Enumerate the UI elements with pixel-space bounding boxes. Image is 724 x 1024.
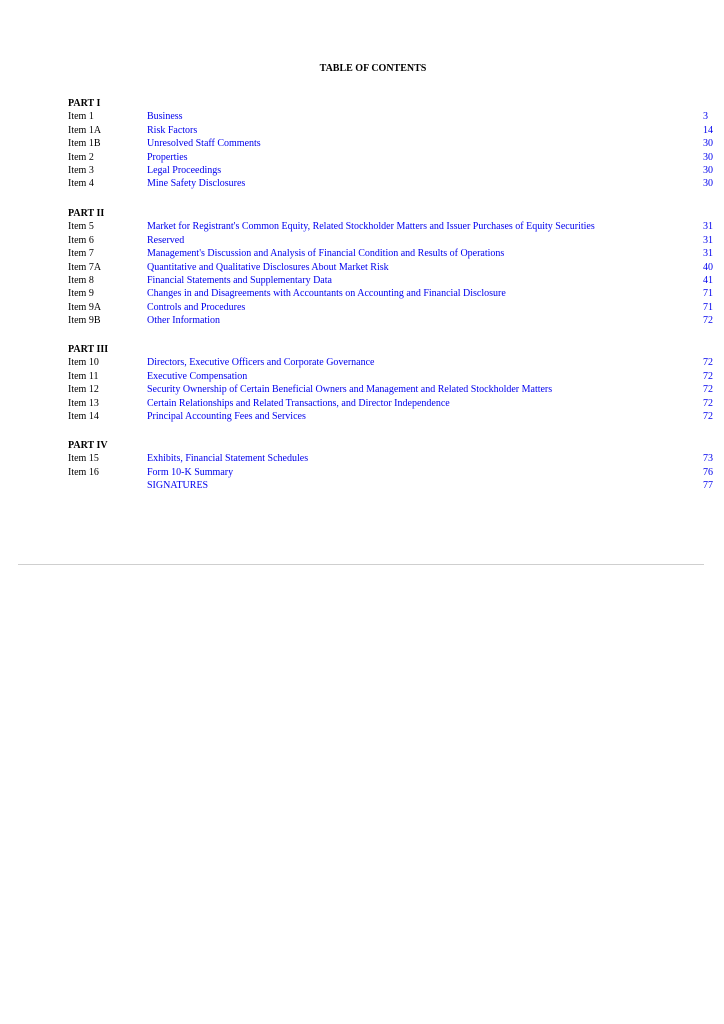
item-label: Item 9B (68, 315, 101, 327)
toc-link-security-ownership[interactable]: Security Ownership of Certain Beneficial Owners and Management and Related Stockholder Matters (147, 384, 553, 396)
page-number-link[interactable]: 3 (703, 111, 708, 123)
page-number-link[interactable]: 76 (703, 466, 713, 478)
page-number-link[interactable]: 72 (703, 397, 713, 409)
page-number-link[interactable]: 72 (703, 410, 713, 422)
part-heading: PART III (68, 344, 109, 355)
page-number-link[interactable]: 30 (703, 138, 713, 150)
toc-link-accounting-fees[interactable]: Principal Accounting Fees and Services (147, 410, 306, 422)
toc-link-controls-and-procedures[interactable]: Controls and Procedures (147, 301, 246, 313)
toc-link-properties[interactable]: Properties (147, 151, 188, 163)
page-number-link[interactable]: 30 (703, 151, 713, 163)
toc-link-unresolved-staff-comments[interactable]: Unresolved Staff Comments (147, 138, 261, 150)
toc-row (68, 164, 724, 177)
toc-row (68, 124, 724, 137)
part-3-section (68, 343, 724, 423)
item-label: Item 10 (68, 357, 99, 369)
item-label: Item 9A (68, 301, 102, 313)
item-label: Item 6 (68, 234, 94, 246)
item-label: Item 3 (68, 164, 94, 176)
toc-link-risk-factors[interactable]: Risk Factors (147, 124, 198, 136)
toc-link-market-for-equity[interactable]: Market for Registrant's Common Equity, Related Stockholder Matters and Issuer Purchases of Equity Securities (147, 221, 595, 233)
toc-link-changes-with-accountants[interactable]: Changes in and Disagreements with Accountants on Accounting and Financial Disclosure (147, 288, 506, 300)
toc-link-directors[interactable]: Directors, Executive Officers and Corporate Governance (147, 357, 375, 369)
item-label: Item 2 (68, 151, 94, 163)
part-4-section (68, 439, 724, 493)
toc-row (68, 287, 724, 300)
toc-row (68, 261, 724, 274)
page-number-link[interactable]: 77 (703, 480, 713, 492)
page-number-link[interactable]: 72 (703, 384, 713, 396)
toc-link-market-risk[interactable]: Quantitative and Qualitative Disclosures About Market Risk (147, 261, 389, 273)
toc-link-executive-compensation[interactable]: Executive Compensation (147, 370, 248, 382)
item-label: Item 7A (68, 261, 102, 273)
part-2-section (68, 207, 724, 328)
toc-row (68, 247, 724, 260)
toc-link-legal-proceedings[interactable]: Legal Proceedings (147, 164, 222, 176)
page-number-link[interactable]: 14 (703, 124, 713, 136)
toc-link-related-transactions[interactable]: Certain Relationships and Related Transactions, and Director Independence (147, 397, 450, 409)
page-number-link[interactable]: 30 (703, 164, 713, 176)
page-number-link[interactable]: 31 (703, 248, 713, 260)
item-label: Item 1 (68, 111, 94, 123)
toc-row (68, 274, 724, 287)
toc-link-other-information[interactable]: Other Information (147, 315, 221, 327)
toc-link-reserved[interactable]: Reserved (147, 234, 185, 246)
page-number-link[interactable]: 31 (703, 221, 713, 233)
page-number-link[interactable]: 72 (703, 370, 713, 382)
item-label: Item 8 (68, 274, 94, 286)
page-number-link[interactable]: 71 (703, 301, 713, 313)
item-label: Item 11 (68, 370, 99, 382)
toc-link-form-10k-summary[interactable]: Form 10-K Summary (147, 466, 234, 478)
toc-row (68, 397, 724, 410)
toc-link-financial-statements[interactable]: Financial Statements and Supplementary Data (147, 274, 332, 286)
toc-row (68, 452, 724, 465)
item-label: Item 5 (68, 221, 94, 233)
page-number-link[interactable]: 72 (703, 315, 713, 327)
item-label: Item 7 (68, 248, 94, 260)
toc-row (68, 137, 724, 150)
toc-row (68, 314, 724, 327)
page-divider (18, 564, 704, 565)
item-label: Item 1A (68, 124, 102, 136)
part-1-section (68, 97, 724, 191)
part-heading: PART IV (68, 440, 108, 451)
page-number-link[interactable]: 30 (703, 178, 713, 190)
item-label: Item 9 (68, 288, 94, 300)
toc-row (68, 479, 724, 492)
item-label: Item 4 (68, 178, 94, 190)
toc-row (68, 356, 724, 369)
page-title: TABLE OF CONTENTS (319, 63, 427, 74)
item-label: Item 12 (68, 384, 99, 396)
toc-row (68, 301, 724, 314)
item-label: Item 16 (68, 466, 99, 478)
toc-row (68, 220, 724, 233)
item-label: Item 13 (68, 397, 99, 409)
toc-link-mine-safety-disclosures[interactable]: Mine Safety Disclosures (147, 178, 246, 190)
toc-link-mdna[interactable]: Management's Discussion and Analysis of Financial Condition and Results of Operations (147, 248, 505, 260)
page-number-link[interactable]: 71 (703, 288, 713, 300)
page-number-link[interactable]: 31 (703, 234, 713, 246)
toc-row (68, 177, 724, 190)
page-number-link[interactable]: 41 (703, 274, 713, 286)
page-number-link[interactable]: 72 (703, 357, 713, 369)
toc-link-exhibits[interactable]: Exhibits, Financial Statement Schedules (147, 453, 309, 465)
item-label: Item 15 (68, 453, 99, 465)
toc-row (68, 151, 724, 164)
toc-row (68, 370, 724, 383)
item-label: Item 14 (68, 410, 99, 422)
part-heading: PART I (68, 98, 101, 109)
page-number-link[interactable]: 73 (703, 453, 713, 465)
toc-row (68, 110, 724, 123)
item-label: Item 1B (68, 138, 101, 150)
toc-link-signatures[interactable]: SIGNATURES (147, 480, 209, 492)
toc-row (68, 383, 724, 396)
page-number-link[interactable]: 40 (703, 261, 713, 273)
toc-link-business[interactable]: Business (147, 111, 183, 123)
toc-row (68, 234, 724, 247)
toc-row (68, 466, 724, 479)
part-heading: PART II (68, 208, 105, 219)
toc-row (68, 410, 724, 423)
